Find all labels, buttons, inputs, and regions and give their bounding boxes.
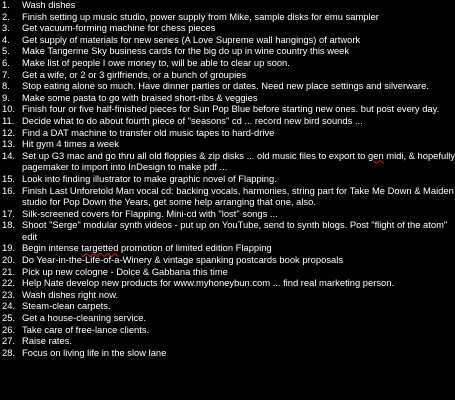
item-text[interactable]: [22, 34, 400, 46]
item-number: 18.: [2, 219, 16, 231]
list-item: [0, 219, 448, 242]
list-item: [0, 242, 400, 254]
item-text[interactable]: [22, 219, 448, 242]
list-item: [0, 45, 400, 57]
item-text-line: Shoot "Serge" modular synth videos - put up on YouTube, send to synth blogs. Post "flight of the atom": [22, 219, 448, 231]
item-number: 13.: [2, 138, 16, 150]
item-number: 19.: [2, 242, 16, 254]
item-text[interactable]: [22, 300, 400, 312]
item-text[interactable]: [22, 242, 400, 254]
item-text[interactable]: [22, 277, 400, 289]
item-text-line: Decide what to do about fourth piece of "seasons" cd ... record new bird sounds ...: [22, 114, 363, 126]
item-text[interactable]: [22, 115, 400, 127]
item-text[interactable]: [22, 92, 400, 104]
item-text-line: Look into finding illustrator to make graphic novel of Flapping.: [22, 172, 277, 184]
list-item: [0, 127, 400, 139]
item-text-line: Help Nate develop new products for www.myhoneybun.com ... find real marketing person.: [22, 277, 395, 289]
item-number: 23.: [2, 288, 16, 300]
item-text[interactable]: [22, 127, 400, 139]
item-text-line: edit: [22, 230, 38, 242]
item-number: 4.: [2, 33, 10, 45]
item-number: 17.: [2, 207, 16, 219]
item-text-line: Find a DAT machine to transfer old music tapes to hard-drive: [22, 126, 275, 138]
item-text-line: Take care of free-lance clients.: [22, 323, 150, 335]
item-text[interactable]: [22, 103, 440, 115]
item-text-line: Raise rates.: [22, 335, 73, 347]
item-text-line: Pick up new cologne - Dolce & Gabbana this time: [22, 265, 228, 277]
item-text-line: Set up G3 mac and go thru all old floppies & zip disks ... old music files to export to gen midi, & hopefully: [22, 149, 455, 161]
item-number: 3.: [2, 22, 10, 34]
item-text[interactable]: [22, 45, 400, 57]
spellcheck-flag: targetted: [81, 242, 119, 254]
list-item: [0, 138, 400, 150]
item-number: 25.: [2, 312, 16, 324]
list-item: [0, 300, 400, 312]
item-number: 26.: [2, 323, 16, 335]
item-number: 8.: [2, 80, 10, 92]
item-text[interactable]: [22, 208, 400, 220]
item-text[interactable]: [22, 173, 400, 185]
item-text-line: Steam-clean carpets.: [22, 300, 111, 312]
item-text[interactable]: [22, 312, 400, 324]
item-number: 11.: [2, 114, 15, 126]
item-text[interactable]: [22, 80, 430, 92]
list-item: [0, 208, 400, 220]
item-text[interactable]: [22, 69, 400, 81]
item-number: 16.: [2, 184, 16, 196]
item-text[interactable]: [22, 149, 455, 173]
item-text-line: Make some pasta to go with braised short-ribs & veggies: [22, 91, 258, 103]
list-item: [0, 103, 440, 115]
list-item: [0, 69, 400, 81]
item-number: 21.: [2, 265, 16, 277]
item-text[interactable]: [22, 324, 400, 336]
item-number: 7.: [2, 68, 10, 80]
list-item: [0, 173, 400, 185]
item-number: 1.: [2, 0, 10, 10]
list-item: [0, 80, 430, 92]
item-number: 14.: [2, 149, 16, 161]
item-text-line: Get vacuum-forming machine for chess pieces: [22, 22, 216, 34]
item-text-line: Begin intense targetted promotion of limited edition Flapping: [22, 242, 272, 254]
item-text-line: Get a wife, or 2 or 3 girlfriends, or a bunch of groupies: [22, 68, 247, 80]
list-item: [0, 149, 455, 173]
item-text-line: Silk-screened covers for Flapping. Mini-cd with "lost" songs ...: [22, 207, 278, 219]
list-item: [0, 184, 454, 208]
list-item: [0, 347, 400, 359]
item-text-line: Stop eating alone so much. Have dinner parties or dates. Need new place settings and silverware.: [22, 80, 430, 92]
item-number: 5.: [2, 45, 10, 57]
item-number: 15.: [2, 172, 16, 184]
item-text[interactable]: [22, 138, 400, 150]
item-number: 2.: [2, 10, 10, 22]
item-text[interactable]: [22, 11, 400, 23]
list-item: [0, 289, 400, 301]
item-number: 28.: [2, 346, 16, 358]
item-text[interactable]: [22, 57, 400, 69]
item-text-line: Focus on living life in the slow lane: [22, 346, 167, 358]
item-text[interactable]: [22, 184, 454, 208]
item-text-line: studio for Pop Down the Years, get some help arranging that one, also.: [22, 196, 316, 208]
item-text[interactable]: [22, 335, 400, 347]
list-item: [0, 277, 400, 289]
item-number: 27.: [2, 335, 16, 347]
item-number: 6.: [2, 56, 10, 68]
list-item: [0, 92, 400, 104]
spellcheck-flag: gen: [368, 149, 384, 161]
list-item: [0, 254, 400, 266]
item-number: 9.: [2, 91, 10, 103]
item-text-line: Finish four or five half-finished pieces for Sun Pop Blue before starting new ones. but post every day.: [22, 103, 440, 115]
item-text[interactable]: [22, 254, 400, 266]
list-item: [0, 266, 400, 278]
item-text-line: Wash dishes: [22, 0, 76, 10]
item-text-line: Get supply of materials for new series (A Love Supreme wall hangings) of artwork: [22, 33, 361, 45]
item-text-line: Make Tangerine Sky business cards for the big do up in wine country this week: [22, 45, 350, 57]
list-item: [0, 22, 400, 34]
list-item: [0, 57, 400, 69]
item-text-line: Wash dishes right now.: [22, 288, 119, 300]
list-item: [0, 324, 400, 336]
list-item: [0, 0, 400, 11]
list-item: [0, 34, 400, 46]
item-text[interactable]: [22, 289, 400, 301]
item-text-line: Do Year-in-the-Life-of-a-Winery & vintage spanking postcards book proposals: [22, 254, 344, 266]
item-text[interactable]: [22, 347, 400, 359]
list-item: [0, 11, 400, 23]
item-text-line: Get a house-cleaning service.: [22, 312, 147, 324]
item-text-line: Make list of people I owe money to, will be able to clear up soon.: [22, 56, 290, 68]
list-item: [0, 115, 400, 127]
item-number: 12.: [2, 126, 16, 138]
item-text-line: Hit gym 4 times a week: [22, 138, 119, 150]
item-text[interactable]: [22, 266, 400, 278]
item-text[interactable]: [22, 0, 400, 11]
item-text-line: Finish Last Unforetold Man vocal cd: backing vocals, harmonies, string part for Take Me Down & Maiden: [22, 184, 454, 196]
item-text-line: Finish setting up music studio, power supply from Mike, sample disks for emu sampler: [22, 10, 379, 22]
item-number: 10.: [2, 103, 16, 115]
item-number: 22.: [2, 277, 16, 289]
item-number: 24.: [2, 300, 16, 312]
item-text-line: pagemaker to import into InDesign to make pdf ...: [22, 161, 228, 173]
list-item: [0, 335, 400, 347]
item-text[interactable]: [22, 22, 400, 34]
list-item: [0, 312, 400, 324]
item-number: 20.: [2, 254, 16, 266]
